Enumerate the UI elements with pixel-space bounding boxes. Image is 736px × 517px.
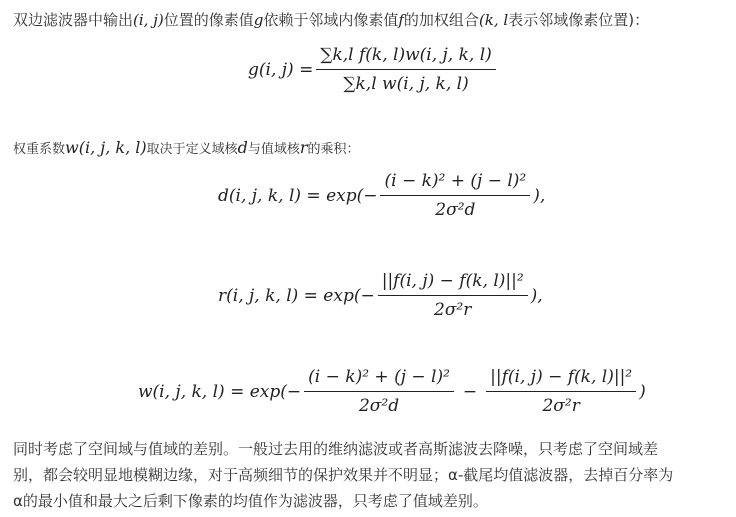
equation-w-denominator-range: 2σ²r <box>542 396 580 416</box>
weight-text-1: 权重系数 <box>13 142 66 157</box>
equation-r <box>218 270 543 321</box>
equation-w-rhs: ) <box>639 381 646 402</box>
equation-w-fraction-spatial <box>304 366 454 417</box>
math-ij: (i, j) <box>133 11 164 29</box>
equation-w-lhs: w(i, j, k, l) = exp(− <box>138 381 302 402</box>
equation-r-lhs: r(i, j, k, l) = exp(− <box>218 285 375 306</box>
equation-g-lhs: g(i, j) = <box>248 59 314 80</box>
equation-w-fraction-range <box>486 366 636 417</box>
weight-text-4: 的乘积： <box>307 142 360 157</box>
equation-d-denominator: 2σ²d <box>435 200 476 220</box>
paragraph-line-2: 别，都会较明显地模糊边缘，对于高频细节的保护效果并不明显；α-截尾均值滤波器，去掉百分率为 <box>13 466 674 484</box>
weight-text-3: 与值域核 <box>247 142 300 157</box>
intro-text-1: 双边滤波器中输出 <box>13 11 134 29</box>
closing-paragraph <box>13 436 725 514</box>
equation-g-numerator: ∑k,l f(k, l)w(i, j, k, l) <box>316 44 495 70</box>
equation-g-fraction <box>316 44 495 95</box>
equation-w-denominator-spatial: 2σ²d <box>358 396 400 416</box>
equation-d-numerator: (i − k)² + (j − l)² <box>380 170 530 196</box>
equation-d <box>218 170 545 221</box>
equation-r-denominator: 2σ²r <box>434 300 472 320</box>
equation-w-numerator-spatial: (i − k)² + (j − l)² <box>304 366 454 392</box>
weight-text-2: 取决于定义域核 <box>146 142 238 157</box>
equation-r-fraction <box>378 270 528 321</box>
math-w: w(i, j, k, l) <box>65 138 147 157</box>
equation-g <box>248 44 499 95</box>
equation-w <box>138 366 646 417</box>
intro-text-5: 表示邻域像素位置)： <box>508 11 650 29</box>
equation-d-rhs: ), <box>533 185 546 206</box>
equation-w-minus: − <box>462 381 478 402</box>
equation-g-denominator: ∑k,l w(i, j, k, l) <box>343 74 469 94</box>
math-d: d <box>237 138 248 157</box>
equation-d-fraction <box>380 170 530 221</box>
paragraph-line-1: 同时考虑了空间域与值域的差别。一般过去用的维纳滤波或者高斯滤波去降噪，只考虑了空间域差 <box>13 440 659 458</box>
math-f: f <box>398 11 404 29</box>
equation-r-numerator: ||f(i, j) − f(k, l)||² <box>378 270 528 296</box>
paragraph-line-3: α的最小值和最大之后剩下像素的均值作为滤波器，只考虑了值域差别。 <box>13 492 488 510</box>
equation-w-numerator-range: ||f(i, j) − f(k, l)||² <box>486 366 636 392</box>
weight-sentence <box>13 138 360 160</box>
intro-sentence <box>13 9 649 31</box>
intro-text-4: 的加权组合 <box>403 11 479 29</box>
math-r: r <box>299 138 308 157</box>
math-g: g <box>253 11 264 29</box>
equation-r-rhs: ), <box>530 285 543 306</box>
math-kl: (k, l <box>478 11 509 29</box>
intro-text-3: 依赖于邻域内像素值 <box>263 11 399 29</box>
equation-d-lhs: d(i, j, k, l) = exp(− <box>218 185 378 206</box>
intro-text-2: 位置的像素值 <box>163 11 254 29</box>
